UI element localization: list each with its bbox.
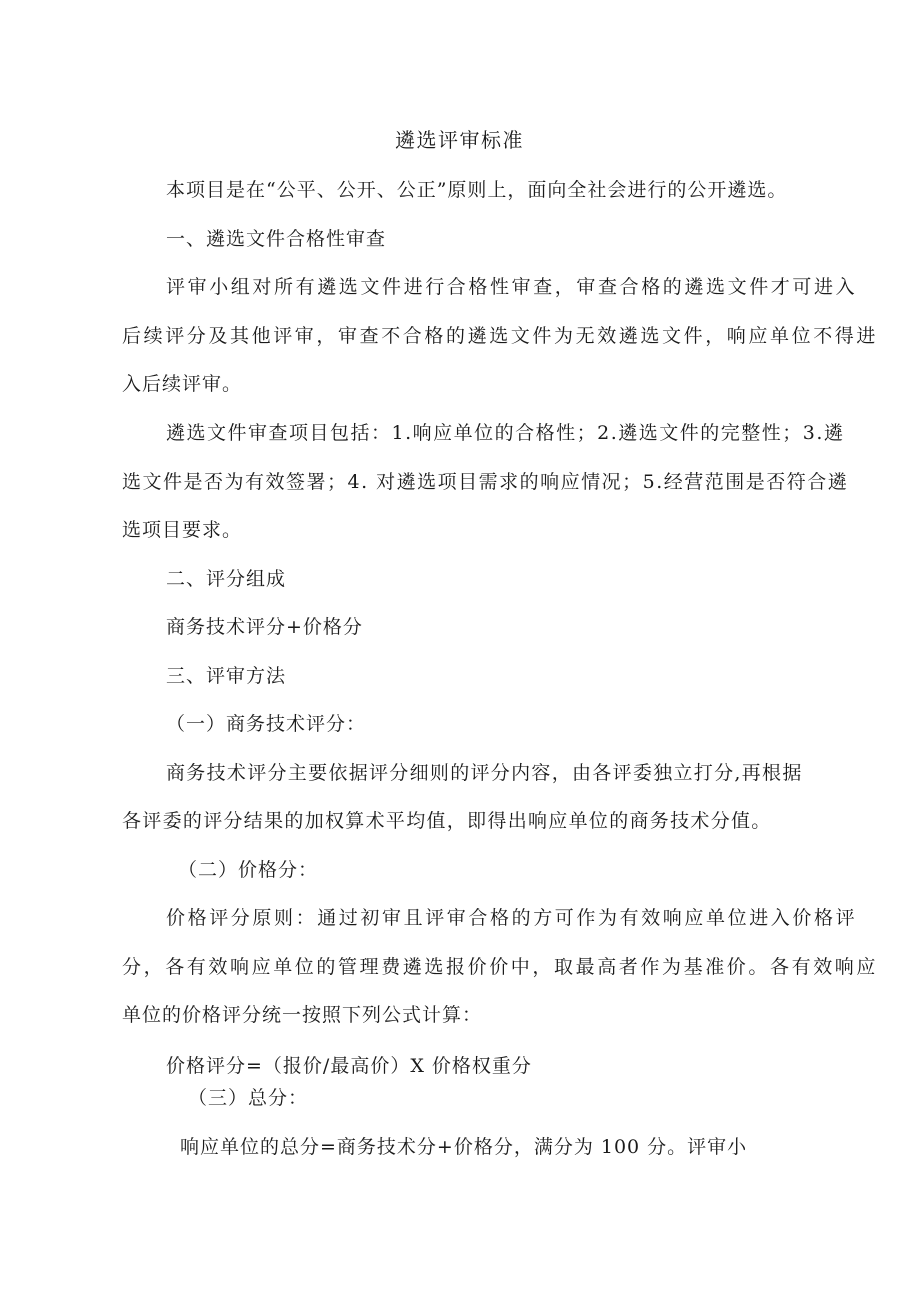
paragraph-4-line-2: 各评委的评分结果的加权算术平均值，即得出响应单位的商务技术分值。 — [122, 810, 772, 832]
paragraph-2-line-2: 选文件是否为有效签署；4. 对遴选项目需求的响应情况；5.经营范围是否符合遴 — [122, 471, 849, 493]
subsection-heading-1: （一）商务技术评分： — [166, 713, 367, 735]
paragraph-1-line-1: 评审小组对所有遴选文件进行合格性审查，审查合格的遴选文件才可进入 — [166, 276, 858, 298]
paragraph-1-line-3: 入后续评审。 — [122, 373, 243, 395]
scoring-composition: 商务技术评分+价格分 — [166, 616, 363, 638]
paragraph-2-line-3: 选项目要求。 — [122, 519, 243, 541]
document-title: 遴选评审标准 — [395, 128, 524, 152]
paragraph-6-line-1: 响应单位的总分=商务技术分+价格分，满分为 100 分。评审小 — [180, 1136, 748, 1158]
section-heading-3: 三、评审方法 — [166, 665, 287, 687]
price-formula: 价格评分=（报价/最高价）X 价格权重分 — [166, 1055, 532, 1077]
section-heading-2: 二、评分组成 — [166, 568, 287, 590]
paragraph-1-line-2: 后续评分及其他评审，审查不合格的遴选文件为无效遴选文件，响应单位不得进 — [122, 325, 879, 347]
paragraph-5-line-2: 分，各有效响应单位的管理费遴选报价价中，取最高者作为基准价。各有效响应 — [122, 956, 879, 978]
subsection-heading-2: （二）价格分： — [178, 859, 319, 881]
paragraph-5-line-3: 单位的价格评分统一按照下列公式计算： — [122, 1004, 483, 1026]
section-heading-1: 一、遴选文件合格性审查 — [166, 228, 387, 250]
subsection-heading-3: （三）总分： — [188, 1087, 309, 1109]
paragraph-2-line-1: 遴选文件审查项目包括：1.响应单位的合格性；2.遴选文件的完整性；3.遴 — [166, 422, 845, 444]
paragraph-4-line-1: 商务技术评分主要依据评分细则的评分内容，由各评委独立打分,再根据 — [166, 762, 803, 784]
intro-paragraph: 本项目是在“公平、公开、公正”原则上，面向全社会进行的公开遴选。 — [166, 179, 788, 201]
paragraph-5-line-1: 价格评分原则：通过初审且评审合格的方可作为有效响应单位进入价格评 — [166, 907, 858, 929]
